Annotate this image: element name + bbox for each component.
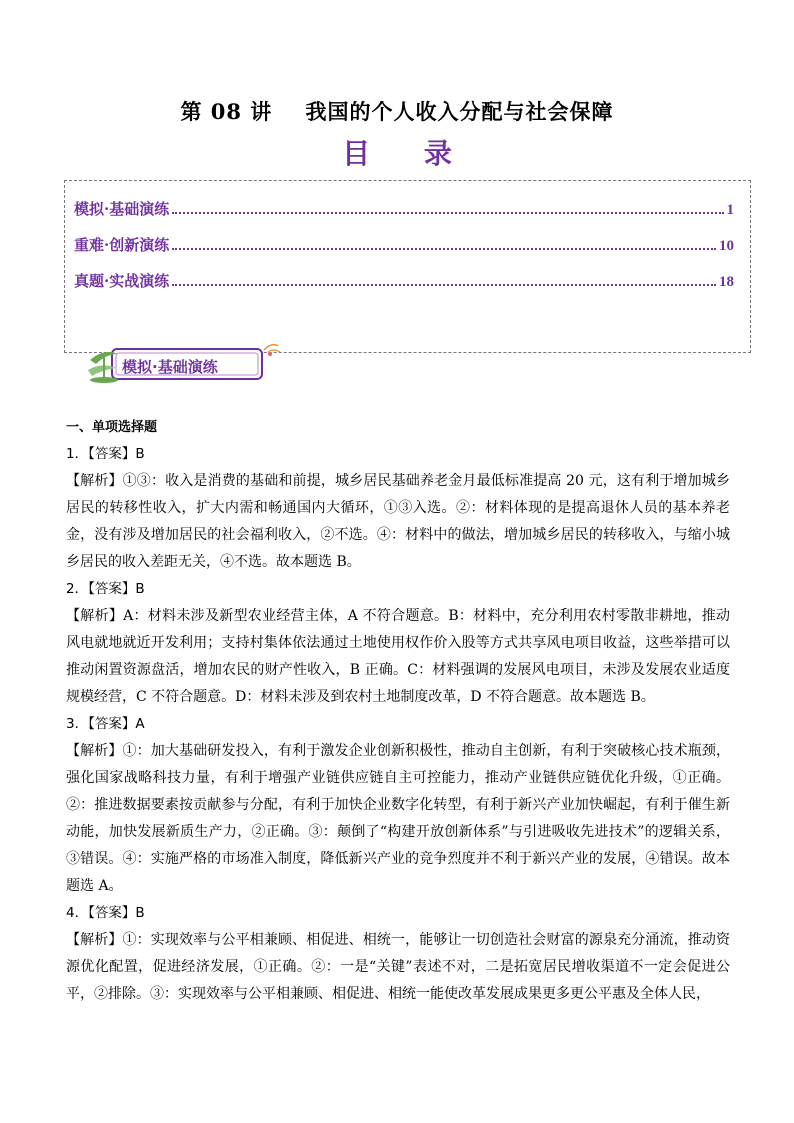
toc-item-page: 10	[719, 238, 734, 254]
toc-item-page: 1	[726, 202, 734, 218]
toc-leader	[172, 212, 723, 214]
toc-item[interactable]	[74, 233, 734, 255]
question-answer: 2．【答案】B	[66, 581, 145, 597]
banner-label: 模拟·基础演练	[122, 358, 218, 376]
toc-item-label: 重难·创新演练	[74, 236, 170, 254]
question-analysis: 【解析】①：实现效率与公平相兼顾、相促进、相统一，能够让一切创造社会财富的源泉充分涌流，推动资源优化配置，促进经济发展，①正确。②：一是“关键”表述不对，二是拓宽居民增收渠道不一定会促进公平，②排除。③：实现效率与公平相兼顾、相促进、相统一能使改革发展成果更多更公平惠及全体人民，	[66, 932, 730, 1002]
toc-item-label: 真题·实战演练	[74, 272, 170, 290]
toc-leader	[172, 284, 716, 286]
section-heading: 一、单项选择题	[66, 420, 158, 435]
document-title: 第 08 讲 我国的个人收入分配与社会保障	[180, 99, 614, 124]
toc-item[interactable]	[74, 197, 734, 219]
toc-heading: 目 录	[342, 137, 474, 170]
toc-item-page: 18	[719, 274, 734, 290]
question-analysis: 【解析】①③：收入是消费的基础和前提，城乡居民基础养老金月最低标准提高 20 元，这有利于增加城乡居民的转移性收入，扩大内需和畅通国内大循环，①③入选。②：材料体现的是提高退休人员的基本养老金，没有涉及增加居民的社会福利收入，②不选。④：材料中的做法，增加城乡居民的转移收入，与缩小城乡居民的收入差距无关，④不选。故本题选 B。	[66, 473, 730, 570]
question-answer: 3．【答案】A	[66, 716, 145, 732]
question-answer: 4．【答案】B	[66, 905, 145, 921]
question-analysis: 【解析】①：加大基础研发投入，有利于激发企业创新积极性，推动自主创新，有利于突破核心技术瓶颈，强化国家战略科技力量，有利于增强产业链供应链自主可控能力，推动产业链供应链优化升级，①正确。②：推进数据要素按贡献参与分配，有利于加快企业数字化转型，有利于新兴产业加快崛起，有利于催生新动能，加快发展新质生产力，②正确。③：颠倒了“构建开放创新体系”与引进吸收先进技术”的逻辑关系，③错误。④：实施严格的市场准入制度，降低新兴产业的竞争烈度并不利于新兴产业的发展，④错误。故本题选 A。	[66, 743, 730, 894]
question-analysis: 【解析】A：材料未涉及新型农业经营主体，A 不符合题意。B：材料中，充分利用农村零散非耕地，推动风电就地就近开发利用；支持村集体依法通过土地使用权作价入股等方式共享风电项目收益，这些举措可以推动闲置资源盘活，增加农民的财产性收入，B 正确。C：材料强调的发展风电项目，未涉及发展农业适度规模经营，C 不符合题意。D：材料未涉及到农村土地制度改革，D 不符合题意。故本题选 B。	[66, 608, 730, 705]
question-answer: 1．【答案】B	[66, 446, 145, 462]
table-of-contents	[64, 180, 751, 353]
answer-content	[66, 414, 730, 1008]
section-banner	[84, 340, 284, 384]
toc-item-label: 模拟·基础演练	[74, 200, 170, 218]
toc-item[interactable]	[74, 269, 734, 291]
toc-leader	[172, 248, 716, 250]
